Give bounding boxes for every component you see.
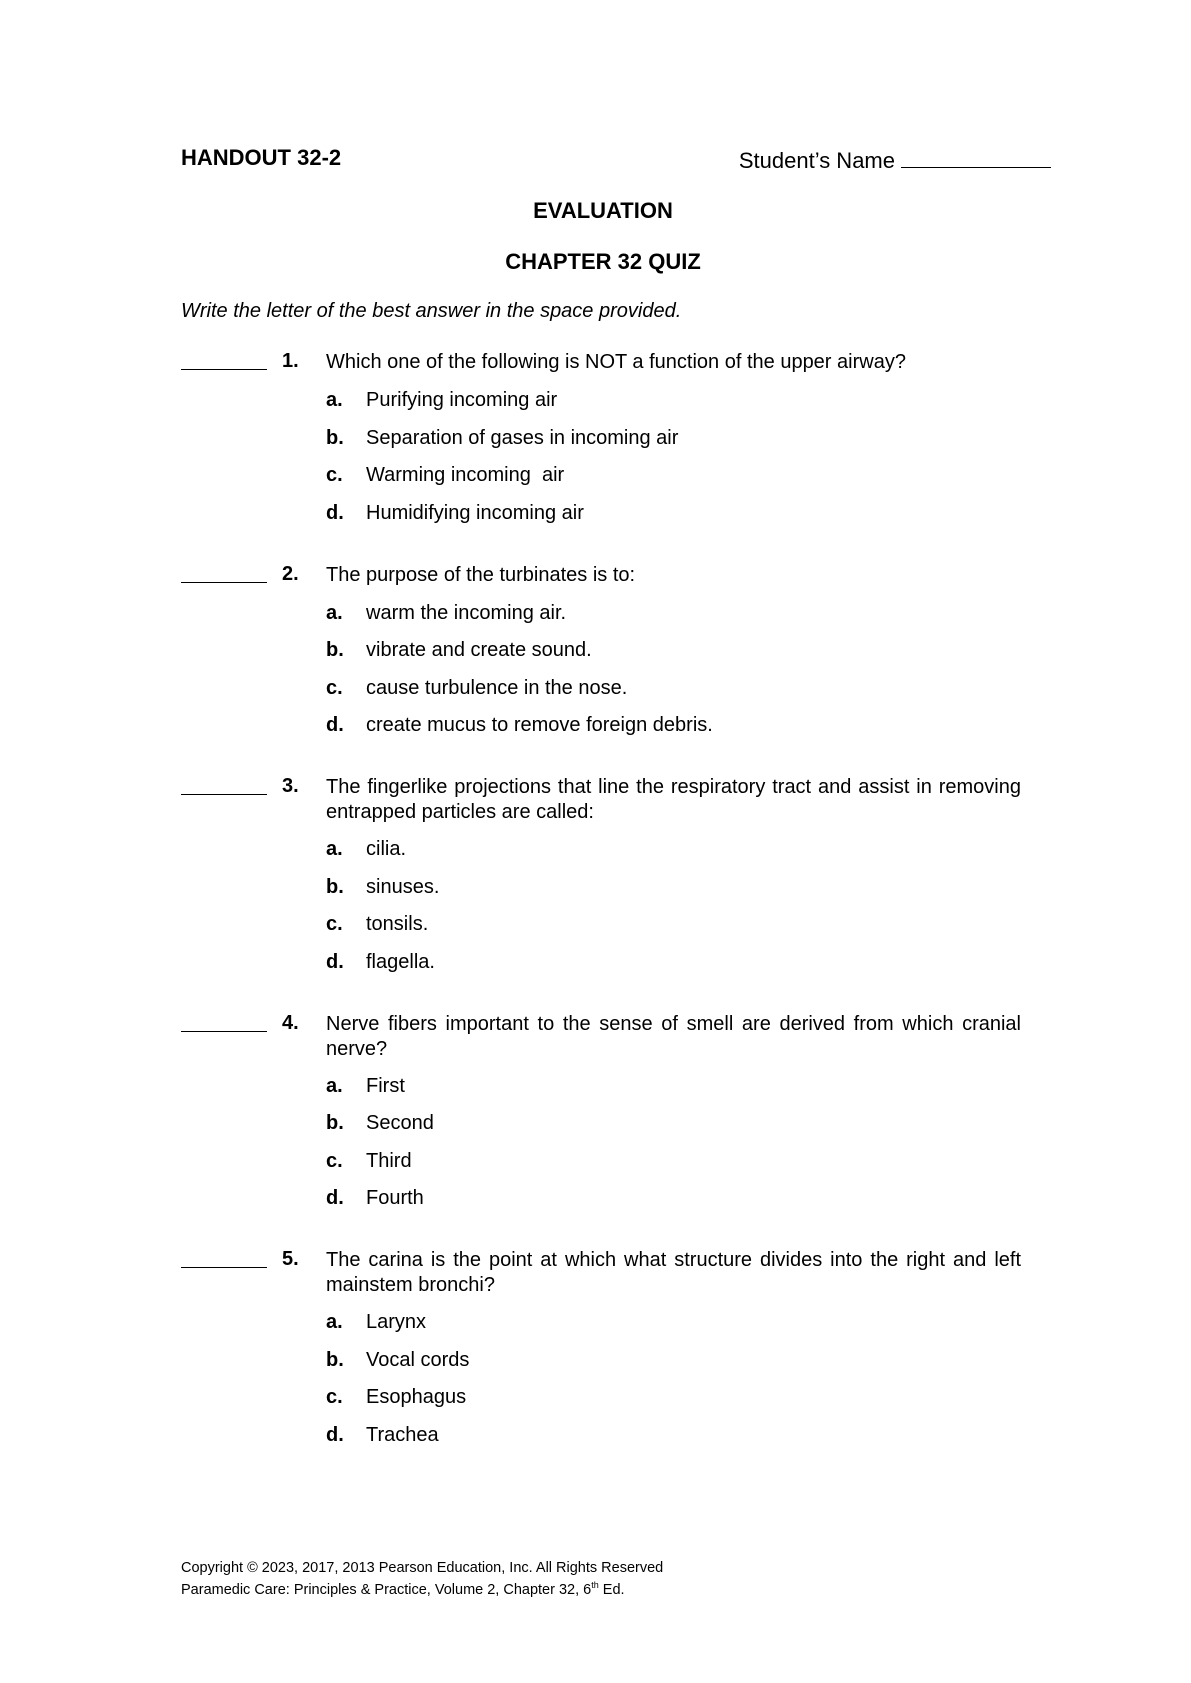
instructions: Write the letter of the best answer in the space provided. — [181, 300, 682, 322]
option-letter: c. — [326, 676, 343, 699]
quiz-title: CHAPTER 32 QUIZ — [505, 249, 701, 274]
option-item — [326, 1385, 1021, 1410]
option-letter: d. — [326, 1423, 344, 1446]
option-text: Vocal cords — [366, 1348, 470, 1371]
option-item — [326, 388, 1021, 413]
option-item — [326, 837, 1021, 862]
option-letter: a. — [326, 601, 343, 624]
option-text: create mucus to remove foreign debris. — [366, 714, 713, 736]
option-list — [326, 1074, 1021, 1212]
question-1 — [181, 350, 1021, 526]
option-letter: b. — [326, 875, 344, 898]
option-text: Warming incoming air — [366, 464, 565, 486]
option-list — [326, 601, 1021, 739]
answer-blank — [181, 1267, 267, 1268]
option-text: Humidifying incoming air — [366, 501, 584, 524]
question-text: The fingerlike projections that line the respiratory tract and assist in removing entrapped particles are called: — [326, 776, 1021, 823]
option-item — [326, 501, 1021, 526]
option-letter: d. — [326, 950, 344, 973]
book-citation — [181, 1577, 663, 1599]
question-5 — [181, 1248, 1021, 1448]
option-text: First — [366, 1074, 405, 1097]
option-text: warm the incoming air. — [366, 601, 567, 624]
option-item — [326, 912, 1021, 937]
answer-blank — [181, 369, 267, 370]
page-header — [181, 145, 1051, 175]
option-item — [326, 950, 1021, 975]
page-footer — [181, 1560, 663, 1599]
option-item — [326, 875, 1021, 900]
option-letter: d. — [326, 501, 344, 524]
citation-superscript: th — [591, 1580, 599, 1590]
student-name-label: Student’s Name — [738, 148, 895, 173]
option-item — [326, 1310, 1021, 1335]
question-number: 2. — [282, 562, 299, 585]
option-text: Larynx — [366, 1311, 427, 1333]
copyright-notice: Copyright © 2023, 2017, 2013 Pearson Education, Inc. All Rights Reserved — [181, 1560, 664, 1576]
option-letter: b. — [326, 639, 344, 661]
answer-blank — [181, 1031, 267, 1032]
question-3 — [181, 775, 1021, 975]
option-letter: c. — [326, 1149, 343, 1172]
option-letter: c. — [326, 913, 343, 935]
citation-main: Paramedic Care: Principles & Practice, Volume 2, Chapter 32, 6 — [181, 1581, 592, 1598]
question-number: 5. — [282, 1248, 299, 1270]
citation-end: Ed. — [598, 1581, 625, 1598]
option-item — [326, 463, 1021, 488]
question-text: Nerve fibers important to the sense of smell are derived from which cranial nerve? — [326, 1012, 1021, 1060]
option-letter: d. — [326, 1187, 344, 1209]
option-text: vibrate and create sound. — [366, 639, 592, 661]
option-item — [326, 676, 1021, 701]
question-2 — [181, 563, 1021, 739]
answer-blank — [181, 582, 267, 583]
student-name-field — [739, 145, 1051, 174]
question-4 — [181, 1012, 1021, 1212]
option-letter: c. — [326, 1386, 343, 1408]
question-number: 3. — [282, 775, 299, 797]
option-item — [326, 1111, 1021, 1136]
option-list — [326, 837, 1021, 975]
question-number: 4. — [282, 1011, 299, 1034]
option-text: cause turbulence in the nose. — [366, 676, 628, 699]
option-item — [326, 1423, 1021, 1448]
option-text: Trachea — [366, 1423, 439, 1446]
option-item — [326, 1149, 1021, 1174]
option-item — [326, 638, 1021, 663]
evaluation-title: EVALUATION — [533, 198, 673, 223]
question-text: The purpose of the turbinates is to: — [326, 563, 636, 586]
option-item — [326, 426, 1021, 451]
option-item — [326, 713, 1021, 738]
option-letter: b. — [326, 1348, 344, 1371]
option-text: Purifying incoming air — [366, 389, 558, 411]
option-text: cilia. — [366, 838, 407, 860]
option-letter: b. — [326, 426, 344, 449]
option-item — [326, 601, 1021, 626]
option-text: Esophagus — [366, 1386, 467, 1408]
option-letter: a. — [326, 1074, 343, 1097]
question-list — [181, 350, 1021, 1485]
handout-label: HANDOUT 32-2 — [181, 145, 342, 170]
option-text: Second — [366, 1112, 434, 1134]
option-text: sinuses. — [366, 875, 440, 898]
option-letter: c. — [326, 464, 343, 486]
question-number: 1. — [282, 350, 299, 372]
option-text: tonsils. — [366, 913, 429, 935]
option-list — [326, 388, 1021, 526]
question-text: Which one of the following is NOT a function of the upper airway? — [326, 351, 906, 373]
question-text: The carina is the point at which what structure divides into the right and left mainstem bronchi? — [326, 1249, 1021, 1296]
option-letter: b. — [326, 1112, 344, 1134]
option-letter: a. — [326, 838, 343, 860]
option-text: Third — [366, 1149, 412, 1172]
option-letter: a. — [326, 1311, 343, 1333]
option-letter: d. — [326, 714, 344, 736]
option-text: Fourth — [366, 1187, 424, 1209]
option-item — [326, 1074, 1021, 1099]
option-text: flagella. — [366, 950, 435, 973]
option-letter: a. — [326, 389, 343, 411]
option-item — [326, 1348, 1021, 1373]
option-list — [326, 1310, 1021, 1448]
option-item — [326, 1186, 1021, 1211]
answer-blank — [181, 794, 267, 795]
option-text: Separation of gases in incoming air — [366, 426, 679, 449]
student-name-blank — [901, 145, 1051, 168]
